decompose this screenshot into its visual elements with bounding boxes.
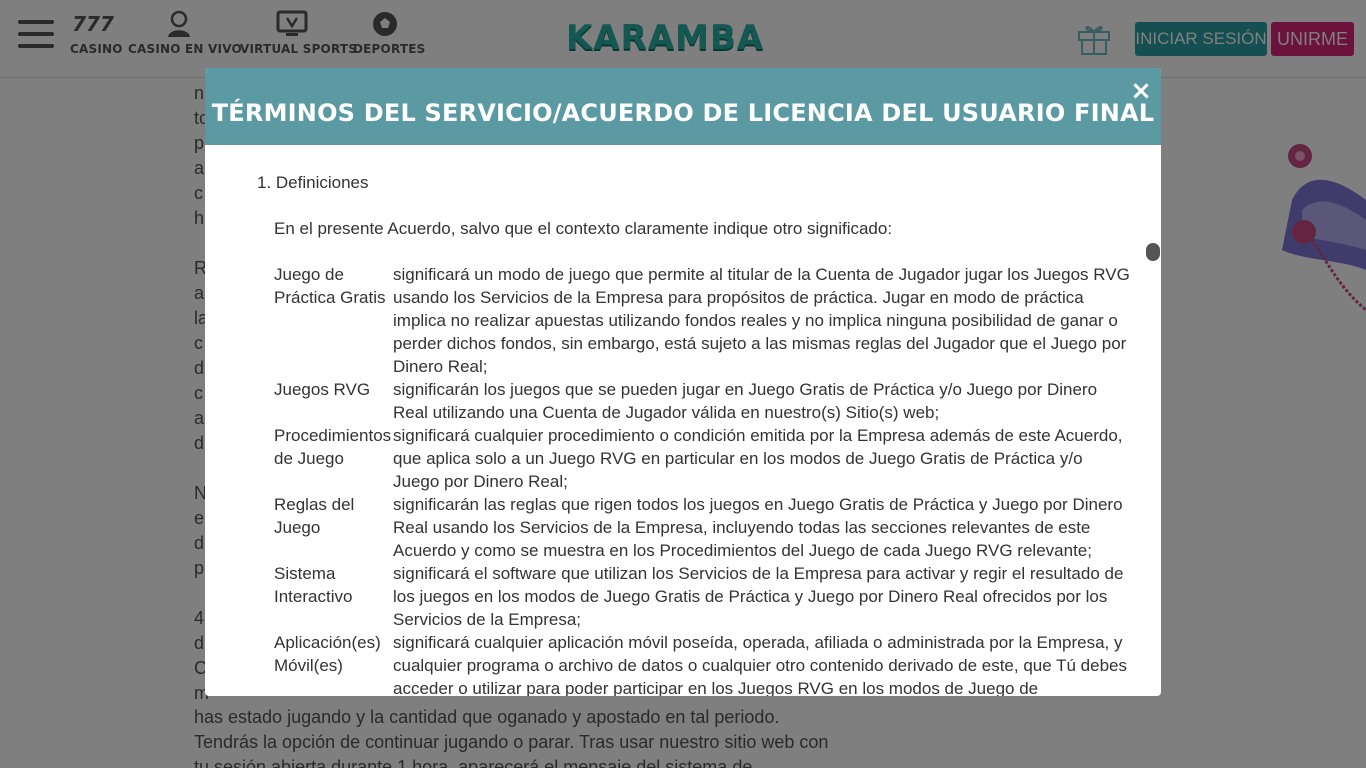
definition-row bbox=[274, 424, 1132, 493]
modal-body[interactable] bbox=[205, 145, 1161, 696]
definition-row bbox=[274, 378, 1132, 424]
definition-row bbox=[274, 263, 1132, 378]
definition-term: Sistema Interactivo bbox=[274, 564, 353, 606]
intro-paragraph: En el presente Acuerdo, salvo que el contexto claramente indique otro significado: bbox=[274, 219, 893, 238]
terms-modal bbox=[205, 68, 1161, 696]
definition-description: significará cualquier procedimiento o condición emitida por la Empresa además de este Acuerdo, que aplica solo a un Juego RVG en particular en los modos de Juego Gratis de Práctica y/o Juego por Dinero Real; bbox=[393, 426, 1123, 491]
modal-header bbox=[205, 68, 1161, 145]
definition-description: significará un modo de juego que permite al titular de la Cuenta de Jugador jugar los Juegos RVG usando los Servicios de la Empresa para propósitos de práctica. Jugar en modo de práctica implica no realizar apuestas utilizando fondos reales y no implica ninguna posibilidad de ganar o perder dichos fondos, sin embargo, está sujeto a las mismas reglas del Jugador que el Juego por Dinero Real; bbox=[393, 265, 1130, 376]
definition-term: Aplicación(es) Móvil(es) bbox=[274, 633, 381, 675]
definition-row bbox=[274, 631, 1132, 696]
definition-description: significará cualquier aplicación móvil poseída, operada, afiliada o administrada por la Empresa, y cualquier programa o archivo de datos o cualquier otro contenido derivado de este, que Tú debes acceder o utilizar para poder participar en los Juegos RVG en los modos de Juego de bbox=[393, 633, 1127, 696]
definition-description: significarán las reglas que rigen todos los juegos en Juego Gratis de Práctica y Juego por Dinero Real usando los Servicios de la Empresa, incluyendo todas las secciones relevantes de este Acuerdo y como se muestra en los Procedimientos del Juego de cada Juego RVG relevante; bbox=[393, 495, 1123, 560]
definition-term: Reglas del Juego bbox=[274, 495, 355, 537]
definition-term: Juegos RVG bbox=[274, 380, 371, 399]
section-heading: 1. Definiciones bbox=[257, 173, 369, 192]
close-icon[interactable]: × bbox=[1130, 76, 1152, 106]
definition-description: significarán los juegos que se pueden jugar en Juego Gratis de Práctica y/o Juego por Dinero Real utilizando una Cuenta de Jugador válida en nuestro(s) Sitio(s) web; bbox=[393, 380, 1098, 422]
modal-title: TÉRMINOS DEL SERVICIO/ACUERDO DE LICENCIA DEL USUARIO FINAL bbox=[211, 99, 1155, 127]
definition-row bbox=[274, 493, 1132, 562]
definition-description: significará el software que utilizan los Servicios de la Empresa para activar y regir el resultado de los juegos en los modos de Juego Gratis de Práctica y Juego por Dinero Real ofrecidos por los Servicios de la Empresa; bbox=[393, 564, 1124, 629]
definitions-list bbox=[274, 263, 1132, 696]
definition-term: Procedimientos de Juego bbox=[274, 426, 392, 468]
definition-row bbox=[274, 562, 1132, 631]
definition-term: Juego de Práctica Gratis bbox=[274, 265, 386, 307]
scrollbar-thumb[interactable] bbox=[1146, 243, 1160, 261]
